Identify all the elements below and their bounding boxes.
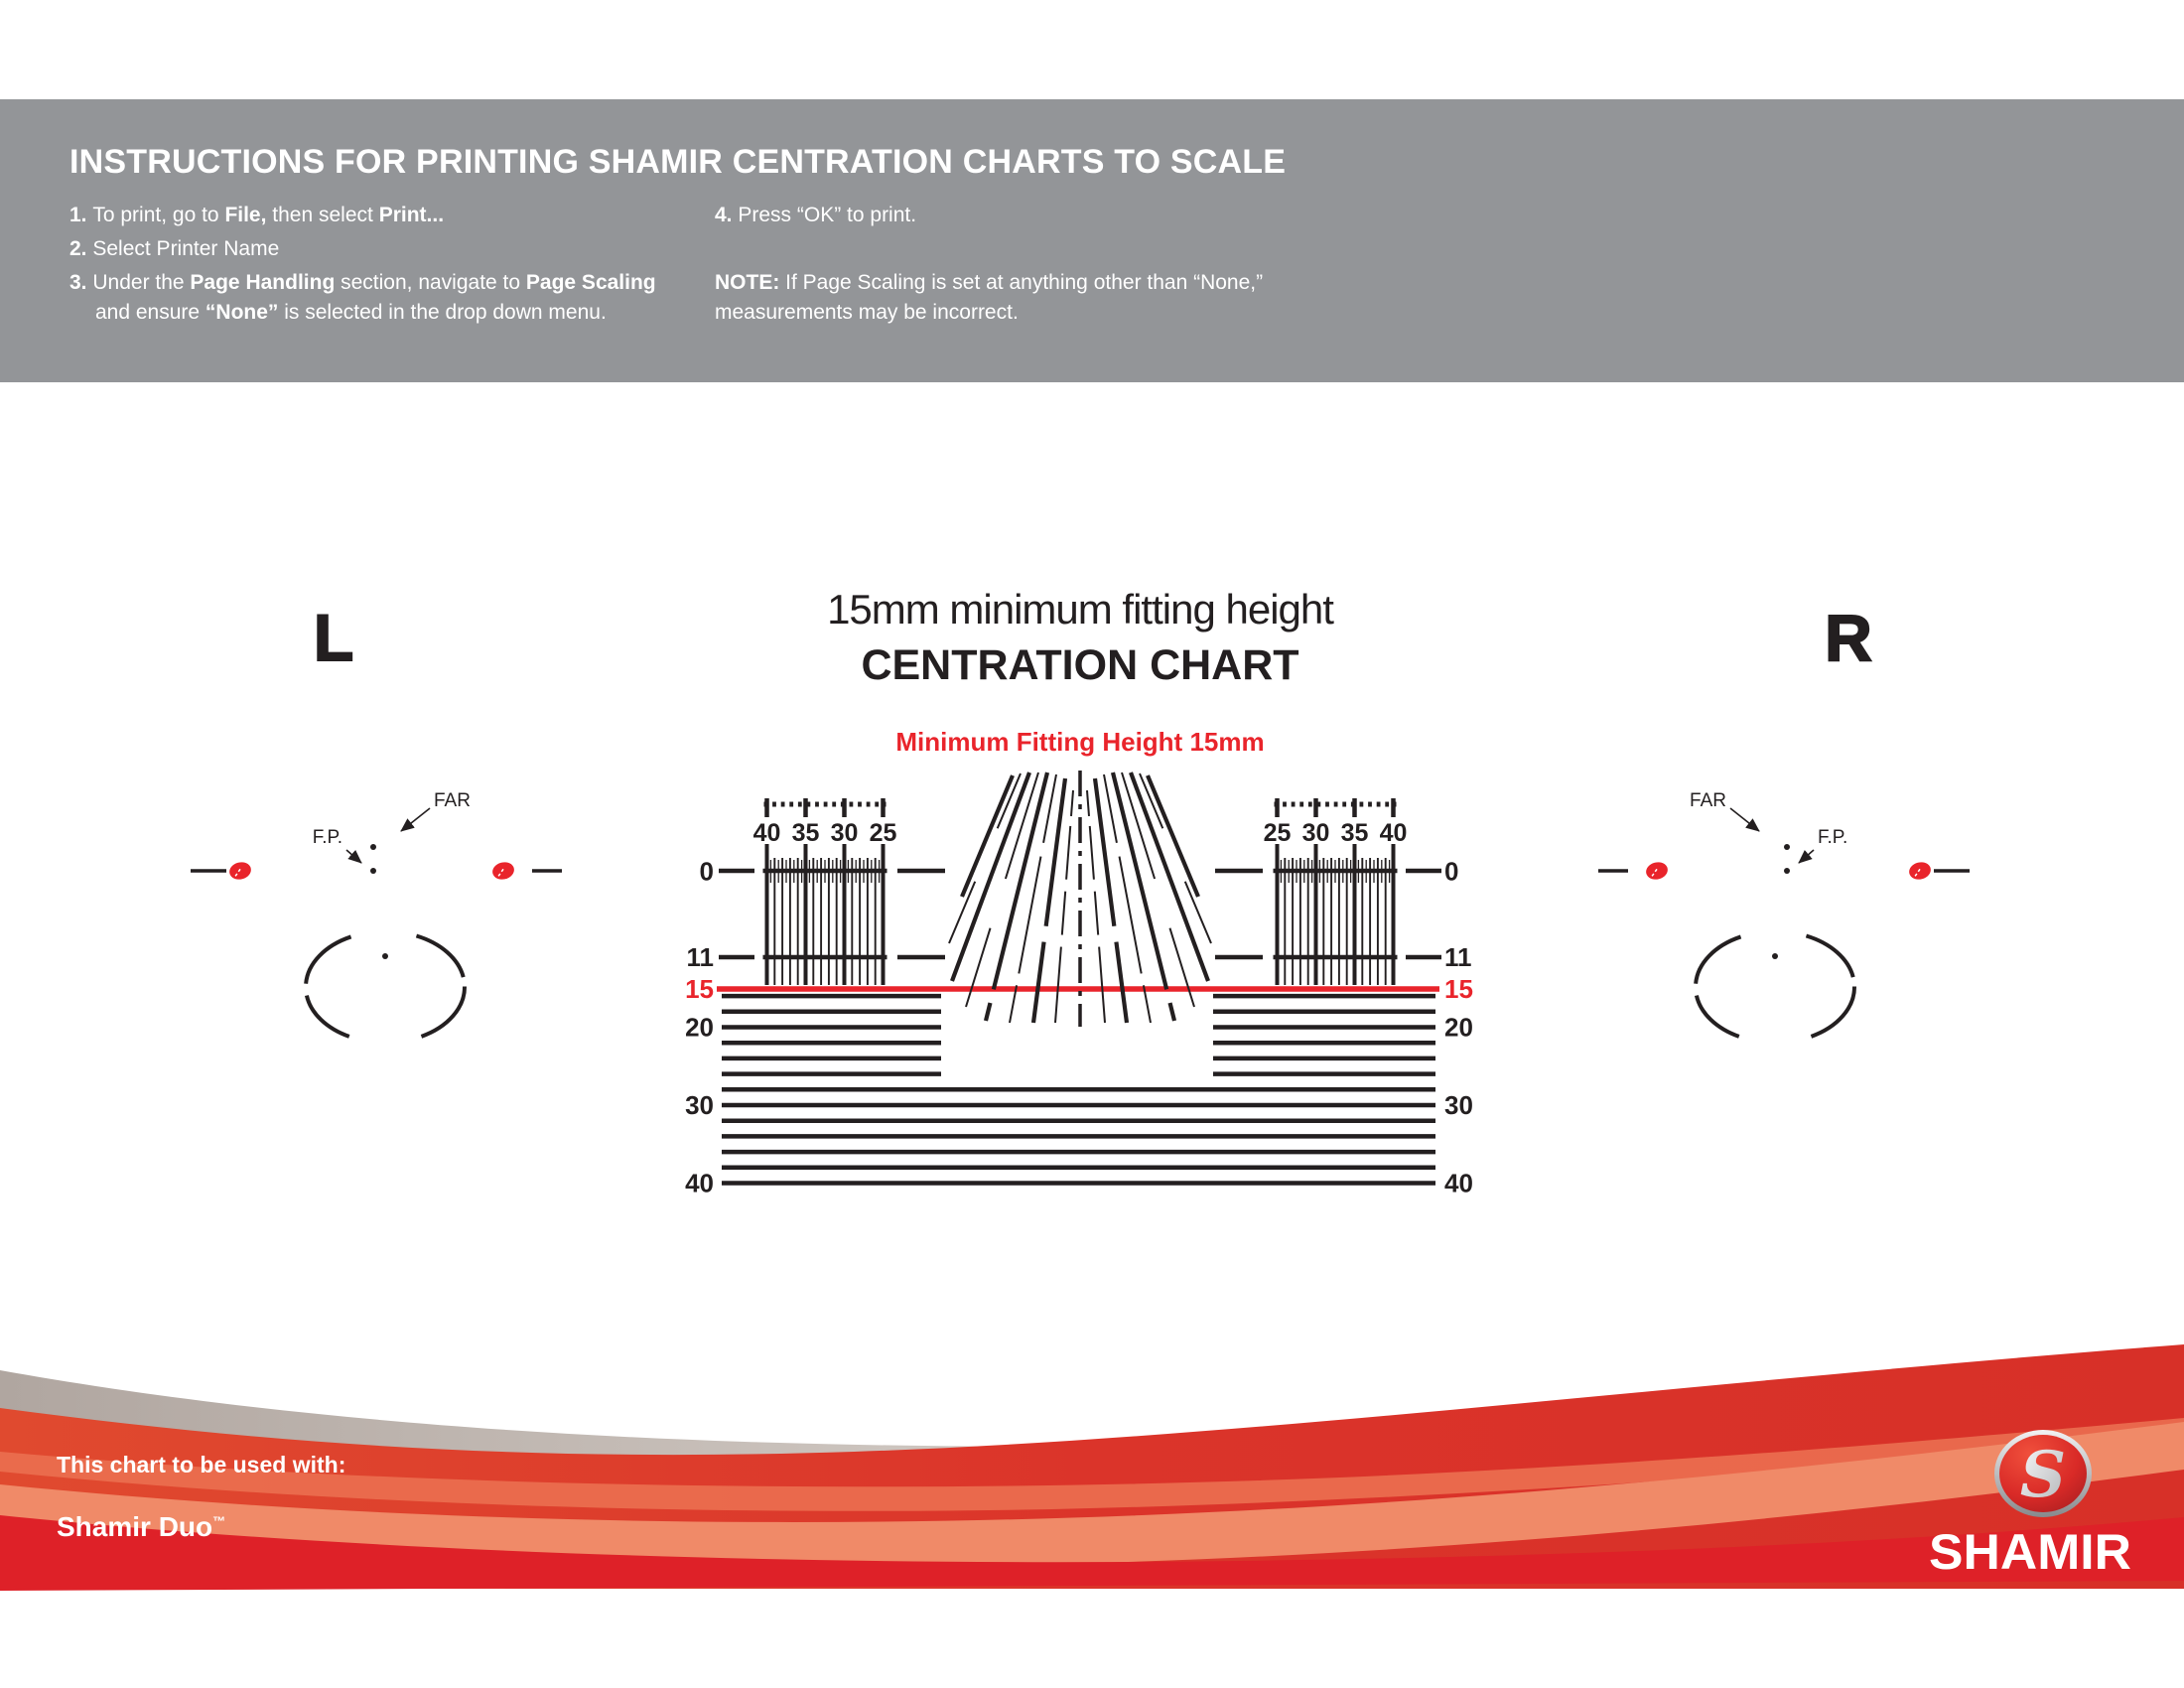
- comb-number: 40: [1379, 819, 1408, 847]
- left-eye-marks: [191, 790, 562, 1043]
- far-dot: [1784, 844, 1790, 850]
- red-engraving-oval: [1907, 860, 1932, 882]
- scale-label: 15: [685, 974, 714, 1004]
- comb-number: 25: [1263, 819, 1292, 847]
- comb-number: 35: [791, 819, 820, 847]
- trademark-symbol: ™: [212, 1513, 226, 1529]
- fp-label: F.P.: [1818, 827, 1848, 848]
- comb-number: 25: [869, 819, 897, 847]
- scale-label: 30: [685, 1090, 714, 1120]
- scale-label: 40: [685, 1168, 714, 1198]
- product-name: Shamir Duo™: [57, 1511, 226, 1542]
- fp-label: F.P.: [312, 827, 342, 848]
- far-arrow: [401, 808, 430, 831]
- near-zone-dashed-circle: [1696, 931, 1854, 1043]
- scale-label: 0: [1444, 856, 1459, 887]
- left-eye-letter: L: [313, 601, 354, 674]
- instruction-line: and ensure “None” is selected in the drop down menu.: [95, 301, 607, 324]
- instruction-line: 3. Under the Page Handling section, navigate to Page Scaling: [69, 271, 656, 294]
- banner-title: INSTRUCTIONS FOR PRINTING SHAMIR CENTRATION CHARTS TO SCALE: [69, 143, 1287, 181]
- scale-label: 11: [686, 941, 714, 972]
- scale-label: 15: [1444, 974, 1473, 1004]
- comb-right: [1264, 798, 1408, 985]
- red-engraving-oval: [1644, 860, 1669, 882]
- near-zone-dot: [382, 953, 388, 959]
- footer-wave: [0, 1321, 2184, 1688]
- instruction-line: NOTE: If Page Scaling is set at anything other than “None,”: [715, 271, 1264, 294]
- far-label: FAR: [1690, 790, 1726, 811]
- scale-labels-right: [1444, 857, 1473, 1198]
- comb-left: [753, 798, 897, 985]
- fp-dot: [1784, 868, 1790, 874]
- comb-number: 30: [1301, 819, 1330, 847]
- right-eye-letter: R: [1825, 601, 1872, 674]
- brand-wordmark: SHAMIR: [1929, 1524, 2131, 1580]
- right-eye-marks: [1598, 790, 1970, 1043]
- logo-s-swoosh: S: [2019, 1438, 2067, 1512]
- min-fitting-height-caption: Minimum Fitting Height 15mm: [895, 727, 1265, 757]
- far-label: FAR: [434, 790, 471, 811]
- comb-number: 30: [830, 819, 859, 847]
- scale-label: 40: [1444, 1168, 1473, 1198]
- scale-label: 20: [1444, 1012, 1473, 1043]
- red-engraving-oval: [227, 860, 252, 882]
- chart-title: 15mm minimum fitting height: [827, 586, 1333, 633]
- measurement-grid: [685, 771, 1473, 1198]
- instruction-line: 4. Press “OK” to print.: [715, 204, 917, 226]
- fp-arrow: [346, 850, 361, 863]
- scale-label: 20: [685, 1012, 714, 1043]
- scale-label: 11: [1444, 941, 1472, 972]
- red-engraving-oval: [490, 860, 515, 882]
- used-with-label: This chart to be used with:: [57, 1452, 346, 1477]
- scale-label: 30: [1444, 1090, 1473, 1120]
- far-arrow: [1730, 808, 1759, 831]
- fp-arrow: [1799, 850, 1814, 863]
- instruction-line: 1. To print, go to File, then select Print...: [69, 204, 445, 226]
- comb-number: 35: [1340, 819, 1369, 847]
- scale-label: 0: [699, 856, 714, 887]
- scale-labels-left: [685, 857, 714, 1198]
- far-dot: [370, 844, 376, 850]
- chart-subtitle: CENTRATION CHART: [861, 641, 1299, 689]
- fp-dot: [370, 868, 376, 874]
- comb-number: 40: [752, 819, 781, 847]
- near-zone-dashed-circle: [306, 931, 465, 1043]
- near-zone-dot: [1772, 953, 1778, 959]
- instruction-line: 2. Select Printer Name: [69, 237, 280, 260]
- instruction-line: measurements may be incorrect.: [715, 301, 1019, 324]
